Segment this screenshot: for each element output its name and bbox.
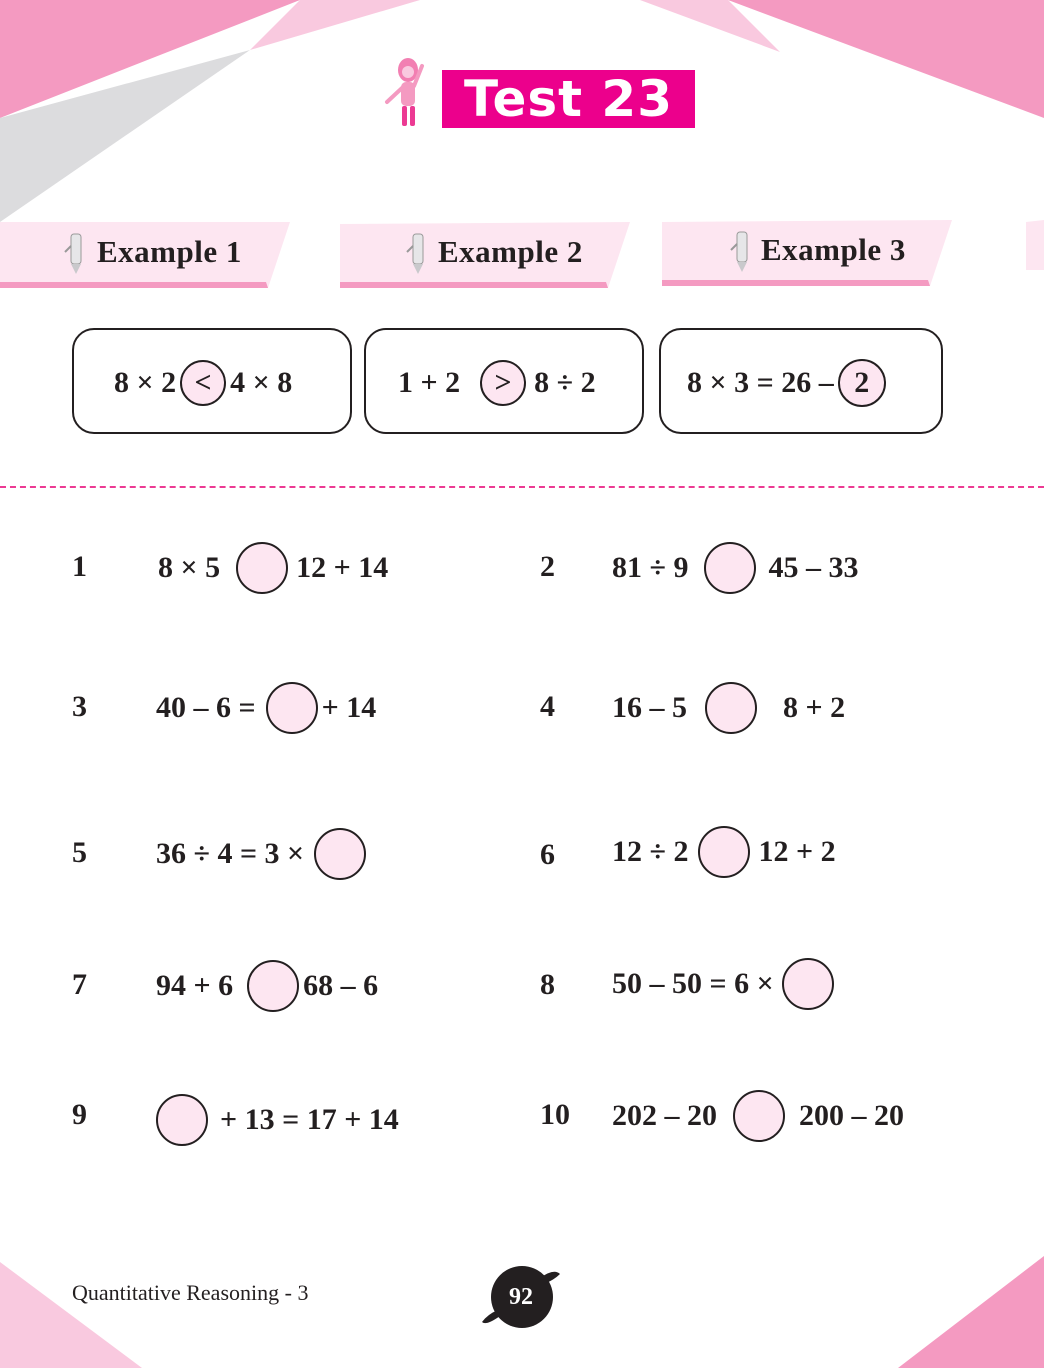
question-1 xyxy=(158,542,388,594)
example-label: Example 2 xyxy=(438,234,583,269)
expression-right: 8 + 2 xyxy=(783,691,846,724)
expression-right: 12 + 2 xyxy=(758,835,836,868)
answer-circle[interactable] xyxy=(733,1090,785,1142)
page-number-badge xyxy=(480,1264,562,1330)
expression-right: 12 + 14 xyxy=(296,551,389,584)
example-box-2 xyxy=(364,328,644,434)
example-label: Example 1 xyxy=(97,234,242,269)
expression-left: 81 ÷ 9 xyxy=(612,551,689,584)
question-number: 3 xyxy=(72,690,87,723)
question-10 xyxy=(612,1090,904,1142)
expression-left: 16 – 5 xyxy=(612,691,687,724)
answer-circle[interactable] xyxy=(266,682,318,734)
question-number: 8 xyxy=(540,968,555,1001)
question-number: 9 xyxy=(72,1098,87,1131)
answer-number: 2 xyxy=(838,359,886,407)
answer-circle[interactable] xyxy=(782,958,834,1010)
pencil-mascot-icon xyxy=(406,230,430,274)
expression-left: 1 + 2 xyxy=(398,366,461,399)
question-4 xyxy=(612,682,845,734)
page-title: Test 23 xyxy=(442,70,695,128)
example-box-3 xyxy=(659,328,943,434)
expression-right: 45 – 33 xyxy=(768,551,859,584)
answer-circle[interactable] xyxy=(698,826,750,878)
question-5 xyxy=(156,828,366,880)
pencil-mascot-icon xyxy=(730,228,754,272)
expression-right: 68 – 6 xyxy=(303,969,379,1002)
example-box-1 xyxy=(72,328,352,434)
answer-circle[interactable] xyxy=(247,960,299,1012)
girl-mascot-icon xyxy=(384,56,430,132)
answer-circle[interactable] xyxy=(236,542,288,594)
question-number: 10 xyxy=(540,1098,570,1131)
answer-circle[interactable] xyxy=(314,828,366,880)
expression-left: 8 × 2 xyxy=(114,366,177,399)
expression-left: 94 + 6 xyxy=(156,969,234,1002)
expression-left: 40 – 6 = xyxy=(156,691,256,724)
section-divider xyxy=(0,486,1044,488)
comparison-symbol: < xyxy=(180,360,226,406)
expression-right: 200 – 20 xyxy=(799,1099,904,1132)
question-9 xyxy=(150,1094,399,1146)
book-title: Quantitative Reasoning - 3 xyxy=(72,1280,309,1305)
page-number: 92 xyxy=(509,1284,533,1310)
expression-left: 202 – 20 xyxy=(612,1099,717,1132)
question-number: 4 xyxy=(540,690,555,723)
question-number: 2 xyxy=(540,550,555,583)
expression-right: + 13 = 17 + 14 xyxy=(220,1103,399,1136)
question-3 xyxy=(156,682,376,734)
question-number: 5 xyxy=(72,836,87,869)
expression-right: 8 ÷ 2 xyxy=(534,366,596,399)
question-number: 1 xyxy=(72,550,87,583)
expression-left: 8 × 3 = 26 – xyxy=(687,366,834,399)
expression-left: 8 × 5 xyxy=(158,551,221,584)
title-area xyxy=(384,56,704,136)
expression-left: 12 ÷ 2 xyxy=(612,835,689,868)
question-2 xyxy=(612,542,858,594)
question-number: 7 xyxy=(72,968,87,1001)
question-6 xyxy=(612,826,836,878)
answer-circle[interactable] xyxy=(705,682,757,734)
question-number: 6 xyxy=(540,838,555,871)
comparison-symbol: > xyxy=(480,360,526,406)
example-tab-4-partial xyxy=(1026,220,1044,288)
expression-left: 50 – 50 = 6 × xyxy=(612,967,774,1000)
example-tab-3 xyxy=(662,220,954,288)
example-tab-2 xyxy=(340,222,632,290)
question-7 xyxy=(156,960,378,1012)
example-tab-1 xyxy=(0,222,292,290)
answer-circle[interactable] xyxy=(704,542,756,594)
expression-left: 36 ÷ 4 = 3 × xyxy=(156,837,305,870)
expression-right: 4 × 8 xyxy=(230,366,293,399)
answer-circle[interactable] xyxy=(156,1094,208,1146)
question-8 xyxy=(612,958,834,1010)
pencil-mascot-icon xyxy=(64,230,88,274)
example-label: Example 3 xyxy=(761,232,906,267)
expression-right: + 14 xyxy=(321,691,377,724)
